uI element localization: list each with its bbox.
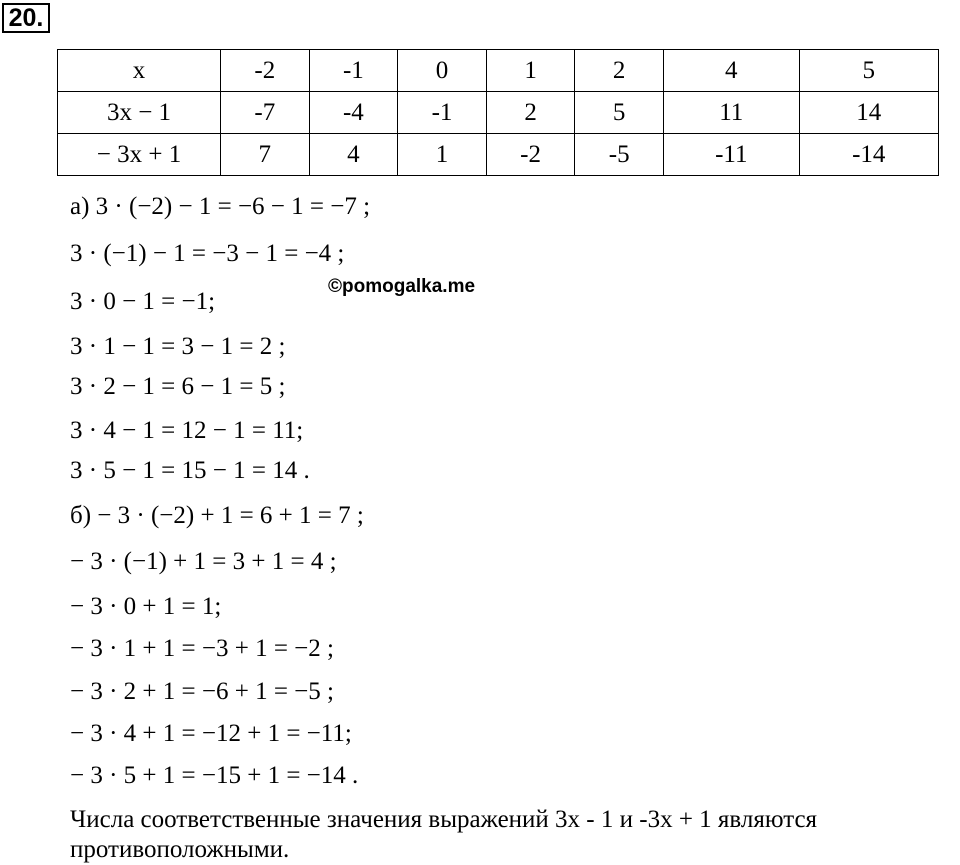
- table-cell: 4: [309, 134, 398, 176]
- row-header: 3x − 1: [58, 92, 221, 134]
- row-header: x: [58, 50, 221, 92]
- table-cell: 7: [221, 134, 310, 176]
- table-cell: 14: [799, 92, 938, 134]
- table-cell: -5: [575, 134, 664, 176]
- table-cell: -2: [221, 50, 310, 92]
- calc-line: − 3 · 5 + 1 = −15 + 1 = −14 .: [70, 762, 359, 789]
- conclusion-text: Числа соответственные значения выражений 3x - 1 и -3x + 1 являются противоположными.: [70, 806, 818, 863]
- calc-line: 3 · (−1) − 1 = −3 − 1 = −4 ;: [70, 240, 345, 267]
- table-cell: -11: [663, 134, 799, 176]
- values-table: [57, 49, 939, 176]
- calc-line: − 3 · 0 + 1 = 1;: [70, 593, 222, 620]
- table-cell: 4: [663, 50, 799, 92]
- table-cell: 5: [575, 92, 664, 134]
- calc-line: а) 3 · (−2) − 1 = −6 − 1 = −7 ;: [70, 193, 371, 220]
- table-cell: -2: [486, 134, 575, 176]
- calc-line: 3 · 4 − 1 = 12 − 1 = 11;: [70, 417, 304, 444]
- table-row: [58, 50, 939, 92]
- watermark: ©pomogalka.me: [328, 276, 476, 297]
- table-cell: -1: [398, 92, 487, 134]
- table-cell: 11: [663, 92, 799, 134]
- calc-line: − 3 · 4 + 1 = −12 + 1 = −11;: [70, 720, 352, 747]
- table-row: [58, 134, 939, 176]
- table-cell: 2: [575, 50, 664, 92]
- calc-line: 3 · 1 − 1 = 3 − 1 = 2 ;: [70, 333, 286, 360]
- calc-line: 3 · 5 − 1 = 15 − 1 = 14 .: [70, 457, 310, 484]
- table-cell: -1: [309, 50, 398, 92]
- table-cell: 0: [398, 50, 487, 92]
- calc-line: − 3 · (−1) + 1 = 3 + 1 = 4 ;: [70, 548, 337, 575]
- problem-number: 20.: [2, 3, 50, 33]
- calc-line: − 3 · 1 + 1 = −3 + 1 = −2 ;: [70, 635, 334, 662]
- table-cell: 5: [799, 50, 938, 92]
- table-cell: -4: [309, 92, 398, 134]
- calc-line: б) − 3 · (−2) + 1 = 6 + 1 = 7 ;: [70, 502, 364, 529]
- table-cell: 2: [486, 92, 575, 134]
- calc-line: 3 · 0 − 1 = −1;: [70, 288, 216, 315]
- table-cell: 1: [398, 134, 487, 176]
- table-cell: -7: [221, 92, 310, 134]
- table-cell: -14: [799, 134, 938, 176]
- calc-line: − 3 · 2 + 1 = −6 + 1 = −5 ;: [70, 678, 334, 705]
- calc-line: 3 · 2 − 1 = 6 − 1 = 5 ;: [70, 373, 286, 400]
- table-row: [58, 92, 939, 134]
- table-cell: 1: [486, 50, 575, 92]
- row-header: − 3x + 1: [58, 134, 221, 176]
